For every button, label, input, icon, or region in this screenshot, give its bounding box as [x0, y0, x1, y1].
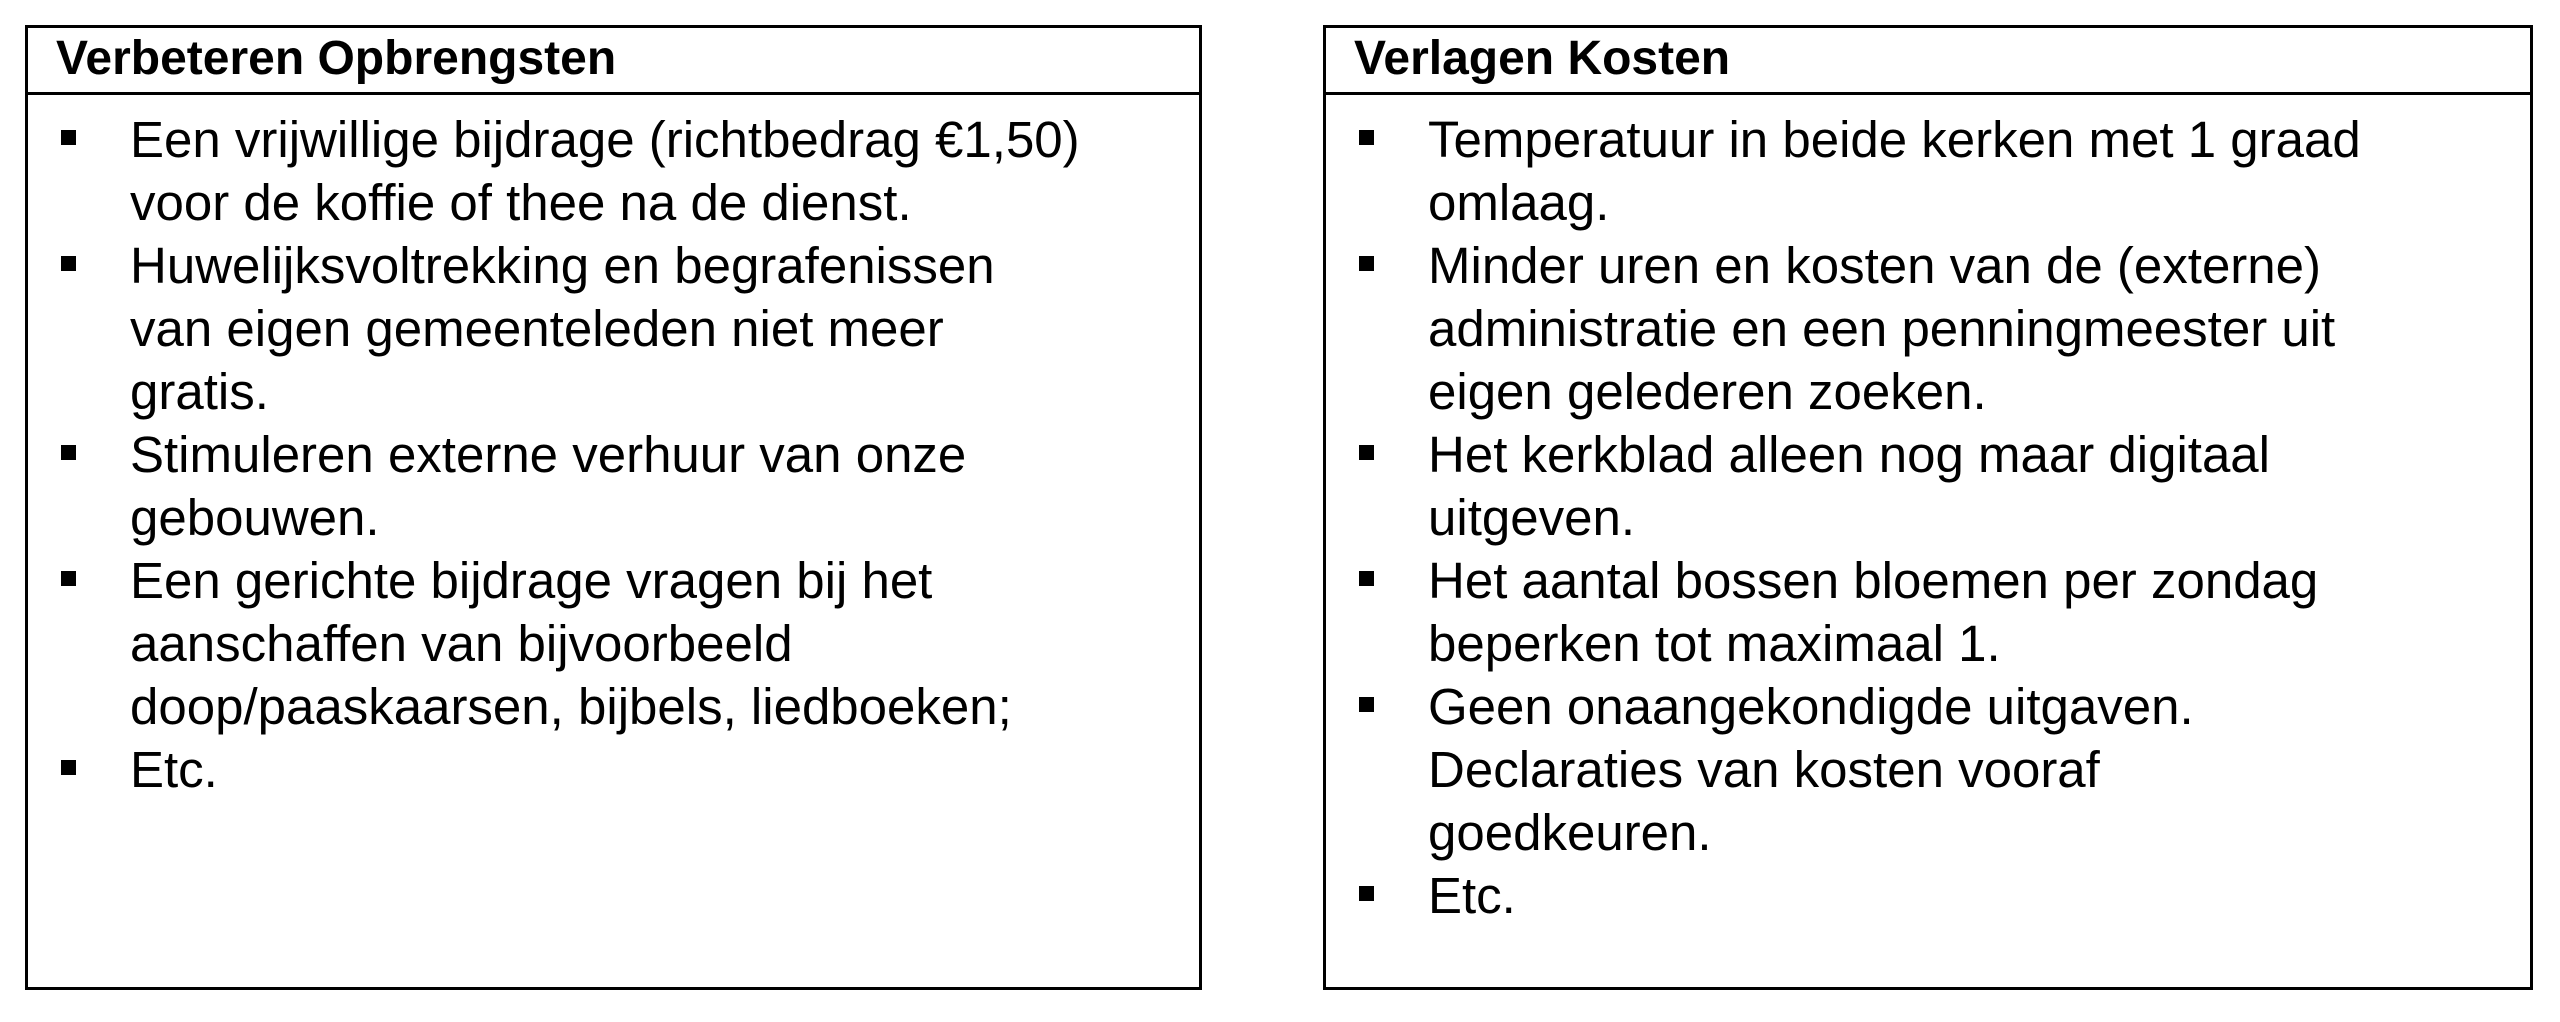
list-item-text: Declaraties van kosten vooraf: [1428, 741, 2100, 798]
list-item-text: Etc.: [1428, 867, 1516, 924]
square-bullet-icon: [1359, 130, 1374, 145]
square-bullet-icon: [61, 445, 76, 460]
cost-panel-title: Verlagen Kosten: [1326, 28, 2530, 95]
list-item: [1326, 423, 2530, 549]
square-bullet-icon: [61, 571, 76, 586]
list-item: [1326, 108, 2530, 234]
list-item: [28, 234, 1199, 423]
square-bullet-icon: [1359, 571, 1374, 586]
square-bullet-icon: [61, 256, 76, 271]
list-item-text: goedkeuren.: [1428, 804, 1712, 861]
list-item: [28, 738, 1199, 801]
list-item: [1326, 675, 2530, 864]
list-item-text: administratie en een penningmeester uit: [1428, 300, 2336, 357]
square-bullet-icon: [1359, 697, 1374, 712]
square-bullet-icon: [1359, 445, 1374, 460]
list-item-text: Het kerkblad alleen nog maar digitaal: [1428, 426, 2270, 483]
square-bullet-icon: [61, 760, 76, 775]
list-item-text: Minder uren en kosten van de (externe): [1428, 237, 2321, 294]
cost-list: [1326, 95, 2530, 927]
list-item-text: doop/paaskaarsen, bijbels, liedboeken;: [130, 678, 1012, 735]
list-item-text: Het aantal bossen bloemen per zondag: [1428, 552, 2319, 609]
cost-panel: [1323, 25, 2533, 990]
list-item: [28, 423, 1199, 549]
revenue-list: [28, 95, 1199, 801]
square-bullet-icon: [1359, 256, 1374, 271]
list-item-text: Stimuleren externe verhuur van onze: [130, 426, 967, 483]
list-item-text: gebouwen.: [130, 489, 380, 546]
revenue-panel-title: Verbeteren Opbrengsten: [28, 28, 1199, 95]
revenue-panel: [25, 25, 1202, 990]
list-item-text: beperken tot maximaal 1.: [1428, 615, 2001, 672]
list-item-text: Een vrijwillige bijdrage (richtbedrag €1,50): [130, 111, 1080, 168]
list-item-text: Een gerichte bijdrage vragen bij het: [130, 552, 933, 609]
list-item: [28, 549, 1199, 738]
list-item-text: van eigen gemeenteleden niet meer: [130, 300, 944, 357]
list-item: [1326, 549, 2530, 675]
list-item-text: Huwelijksvoltrekking en begrafenissen: [130, 237, 995, 294]
list-item: [28, 108, 1199, 234]
list-item-text: aanschaffen van bijvoorbeeld: [130, 615, 793, 672]
list-item-text: eigen gelederen zoeken.: [1428, 363, 1987, 420]
list-item-text: gratis.: [130, 363, 269, 420]
list-item-text: Temperatuur in beide kerken met 1 graad: [1428, 111, 2361, 168]
list-item: [1326, 864, 2530, 927]
list-item: [1326, 234, 2530, 423]
list-item-text: Geen onaangekondigde uitgaven.: [1428, 678, 2194, 735]
list-item-text: Etc.: [130, 741, 218, 798]
list-item-text: uitgeven.: [1428, 489, 1635, 546]
square-bullet-icon: [61, 130, 76, 145]
square-bullet-icon: [1359, 886, 1374, 901]
list-item-text: omlaag.: [1428, 174, 1610, 231]
list-item-text: voor de koffie of thee na de dienst.: [130, 174, 912, 231]
